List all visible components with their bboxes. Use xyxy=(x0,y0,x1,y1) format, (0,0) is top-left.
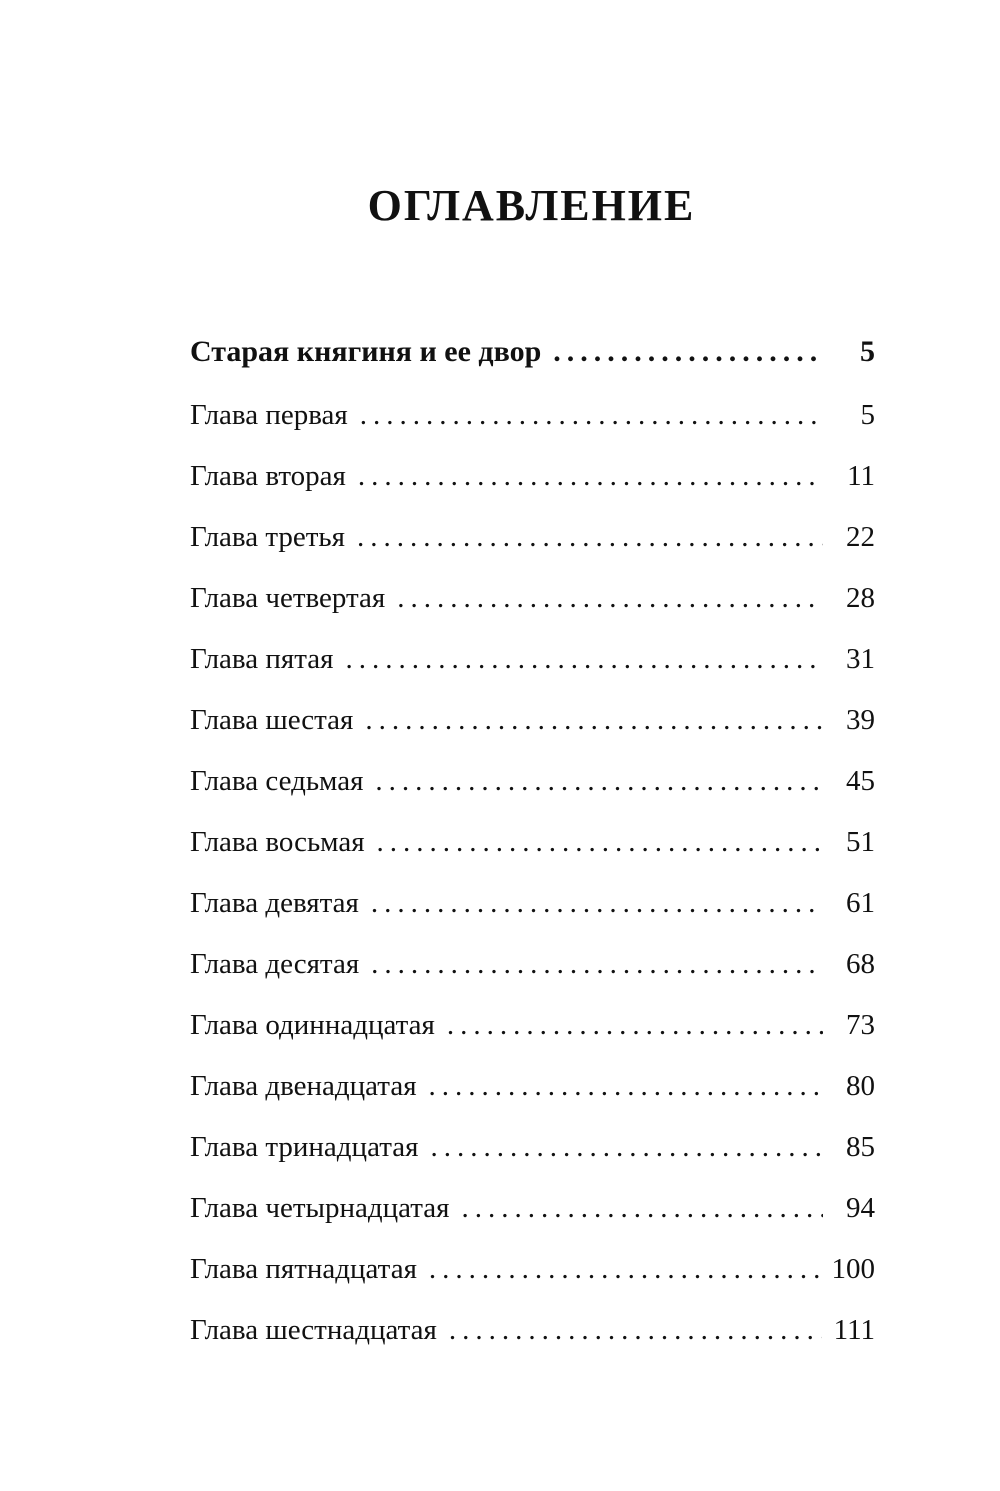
toc-entry-page: 73 xyxy=(846,1009,875,1041)
table-of-contents xyxy=(190,335,875,1375)
toc-entry-page: 85 xyxy=(846,1131,875,1163)
toc-entry[interactable] xyxy=(190,582,875,643)
toc-entry-label: Глава тринадцатая xyxy=(190,1131,419,1163)
toc-entry[interactable] xyxy=(190,1314,875,1375)
toc-entry-page: 22 xyxy=(846,521,875,553)
toc-entry-page: 80 xyxy=(846,1070,875,1102)
dot-leader xyxy=(449,1314,822,1347)
toc-entry[interactable] xyxy=(190,765,875,826)
toc-entry[interactable] xyxy=(190,1070,875,1131)
toc-entry-label: Глава двенадцатая xyxy=(190,1070,417,1102)
toc-entry-page: 94 xyxy=(846,1192,875,1224)
toc-entry-label: Глава одиннадцатая xyxy=(190,1009,435,1041)
toc-entry[interactable] xyxy=(190,1192,875,1253)
dot-leader xyxy=(397,582,823,615)
dot-leader xyxy=(371,948,823,981)
dot-leader xyxy=(358,460,823,493)
toc-entry-label: Глава седьмая xyxy=(190,765,364,797)
dot-leader xyxy=(429,1253,820,1286)
dot-leader xyxy=(365,704,823,737)
toc-entry-label: Глава десятая xyxy=(190,948,360,980)
toc-entry[interactable] xyxy=(190,643,875,704)
toc-entry-page: 51 xyxy=(846,826,875,858)
toc-entry-page: 111 xyxy=(833,1314,875,1346)
toc-entry-page: 31 xyxy=(846,643,875,675)
dot-leader xyxy=(377,826,823,859)
toc-entry-page: 5 xyxy=(860,335,875,368)
toc-entry-page: 11 xyxy=(847,460,875,492)
toc-entry-label: Глава четвертая xyxy=(190,582,386,614)
toc-entry-label: Глава восьмая xyxy=(190,826,365,858)
dot-leader xyxy=(447,1009,823,1042)
dot-leader xyxy=(553,335,823,369)
toc-entry[interactable] xyxy=(190,521,875,582)
toc-entry-page: 39 xyxy=(846,704,875,736)
toc-entry-label: Глава четырнадцатая xyxy=(190,1192,450,1224)
toc-entry[interactable] xyxy=(190,1253,875,1314)
toc-entry-label: Глава шестнадцатая xyxy=(190,1314,437,1346)
toc-entry-label: Глава пятнадцатая xyxy=(190,1253,417,1285)
toc-entry[interactable] xyxy=(190,1131,875,1192)
dot-leader xyxy=(357,521,823,554)
page-title: ОГЛАВЛЕНИЕ xyxy=(367,181,696,230)
toc-entry[interactable] xyxy=(190,1009,875,1070)
toc-entry[interactable] xyxy=(190,948,875,1009)
toc-entry-page: 100 xyxy=(831,1253,875,1285)
dot-leader xyxy=(462,1192,824,1225)
toc-entry[interactable] xyxy=(190,826,875,887)
toc-entry[interactable] xyxy=(190,399,875,460)
toc-entry-label: Старая княгиня и ее двор xyxy=(190,335,542,368)
dot-leader xyxy=(429,1070,823,1103)
toc-entry-page: 61 xyxy=(846,887,875,919)
toc-entry-label: Глава вторая xyxy=(190,460,346,492)
dot-leader xyxy=(360,399,823,432)
toc-entry-page: 28 xyxy=(846,582,875,614)
toc-entry[interactable] xyxy=(190,460,875,521)
toc-entry[interactable] xyxy=(190,887,875,948)
dot-leader xyxy=(375,765,823,798)
toc-entry-page: 5 xyxy=(860,399,875,431)
toc-entry-page: 45 xyxy=(846,765,875,797)
toc-entry-label: Глава пятая xyxy=(190,643,334,675)
dot-leader xyxy=(345,643,823,676)
toc-entry-label: Глава девятая xyxy=(190,887,359,919)
dot-leader xyxy=(430,1131,823,1164)
toc-entry-label: Глава первая xyxy=(190,399,348,431)
toc-entry[interactable] xyxy=(190,704,875,765)
toc-entry-label: Глава шестая xyxy=(190,704,354,736)
dot-leader xyxy=(371,887,823,920)
toc-entry-part[interactable] xyxy=(190,335,875,399)
toc-entry-page: 68 xyxy=(846,948,875,980)
toc-entry-label: Глава третья xyxy=(190,521,345,553)
